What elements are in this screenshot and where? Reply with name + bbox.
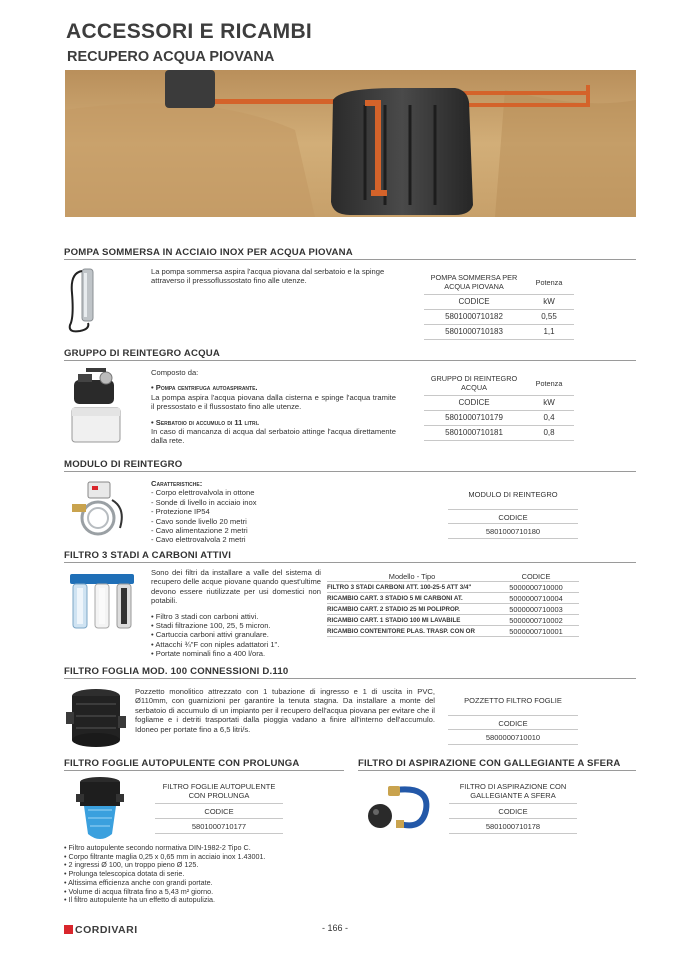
foglia-description: Pozzetto monolitico attrezzato con 1 tubazione di ingresso e 1 di uscita in PVC, Ø110mm, con guarnizioni per garantire la tenuta stagna. Da installare a monte del serbatoio di accumulo di un impianto per il recupero dell'acqua piovana per evitare che il fogliame e i detriti trasportati dalla pioggia vadano a finire all'interno dell'accumulo. Idoneo per portate fino a 6,5 litri/s. [135,687,435,734]
three-stage-filter-image [68,572,136,636]
table-row: 5801000710179 0,4 [424,410,574,425]
section-title-foglia: FILTRO FOGLIA MOD. 100 CONNESSIONI D.110 [64,666,289,677]
section-title-modulo: MODULO DI REINTEGRO [64,459,183,470]
brand-logo: CORDIVARI [64,924,138,936]
list-item: - Cavo alimentazione 2 metri [151,526,248,536]
self-cleaning-filter-image [76,776,124,844]
aspirazione-code-table [449,782,577,834]
list-item: - Cavo elettrovalvola 2 metri [151,535,246,545]
section-divider [358,770,636,771]
features-title: Caratteristiche: [151,479,203,488]
page-title: ACCESSORI E RICAMBI [66,20,313,43]
table-header: Potenza [524,373,574,395]
list-item: - Protezione IP54 [151,507,210,517]
table-row: RICAMBIO CART. 1 STADIO 100 MI LAVABILE 5000000710002 [327,615,579,626]
section-divider [64,562,636,563]
list-item: • Filtro autopulente secondo normativa DIN-1982-2 Tipo C. [64,843,251,852]
list-item: • Stadi filtrazione 100, 25, 5 micron. [151,621,271,631]
section-title-autopulente: FILTRO FOGLIE AUTOPULENTE CON PROLUNGA [64,758,300,769]
modulo-features [151,479,351,545]
page-subtitle: RECUPERO ACQUA PIOVANA [67,49,275,65]
table-header: POZZETTO FILTRO FOGLIE [464,696,562,705]
column-header: kW [524,395,574,410]
float-suction-filter-image [366,780,432,836]
table-header: GRUPPO DI REINTEGRO ACQUA [424,373,524,395]
column-header: CODICE [448,509,578,524]
autopulente-features [64,844,364,905]
autopulente-code-table [155,782,283,834]
table-row: 5801000710178 [449,819,577,834]
table-row: RICAMBIO CART. 3 STADIO 5 MI CARBONI AT. 5000000710004 [327,593,579,604]
list-item: • Cartuccia carboni attivi granulare. [151,630,269,640]
table-row: 5801000710182 0,55 [424,309,574,324]
list-item: • Filtro 3 stadi con carboni attivi. [151,611,259,621]
foglia-code-table [448,696,578,745]
gruppo-spec-table [424,373,574,441]
section-title-gruppo: GRUPPO DI REINTEGRO ACQUA [64,348,221,359]
table-row: 5801000710181 0,8 [424,425,574,440]
section-title-pompa: POMPA SOMMERSA IN ACCIAIO INOX PER ACQUA PIOVANA [64,247,353,258]
list-item: - Corpo elettrovalvola in ottone [151,488,255,498]
list-item: - Sonde di livello in acciaio inox [151,497,257,507]
table-header: FILTRO FOGLIE AUTOPULENTE CON PROLUNGA [155,782,283,804]
column-header: CODICE [521,572,551,581]
list-item: • Attacchi ¾"F con niples adattatori 1". [151,639,280,649]
list-item: • Prolunga telescopica dotata di serie. [64,869,185,879]
column-header: CODICE [155,804,283,819]
feature-title: • Serbatoio di accumulo di 11 litri. [151,417,260,427]
table-row: 5801000710180 [448,524,578,539]
list-item: • Il filtro autopulente ha un effetto di autopulizia. [64,895,216,905]
table-header: POMPA SOMMERSA PER ACQUA PIOVANA [424,272,524,294]
section-title-filtro3: FILTRO 3 STADI A CARBONI ATTIVI [64,550,232,561]
section-divider [64,678,636,679]
table-header-row [327,571,579,582]
table-header: Potenza [524,272,574,294]
table-row: RICAMBIO CART. 2 STADIO 25 MI POLIPROP. 5000000710003 [327,604,579,615]
list-item: • 2 ingressi Ø 100, un troppo pieno Ø 125. [64,860,199,870]
section-divider [64,770,344,771]
list-item: - Cavo sonde livello 20 metri [151,516,247,526]
section-divider [64,471,636,472]
filtro3-description: Sono dei filtri da installare a valle del sistema di recupero delle acque piovane quando quest'ultime devono essere riutilizzate per usi domestici non potabili. • Filtro 3 stadi con carboni attivi. • Stadi filtrazione 100, 25, 5 micron. • Cartuccia carboni attivi granulare. • Attacchi ¾"F con niples adattatori 1". • Portate nominali fino a 400 l/ora. [151,568,321,659]
list-item: • Altissima efficienza anche con grandi portate. [64,877,213,887]
section-title-aspirazione: FILTRO DI ASPIRAZIONE CON GALLEGIANTE A SFERA [358,758,621,769]
column-header: Modello - Tipo [388,572,436,581]
table-row: FILTRO 3 STADI CARBONI ATT. 100-25-5 ATT 3/4" 5000000710000 [327,582,579,593]
reintegro-module-image [68,478,130,540]
column-header: CODICE [424,395,524,410]
list-item: • Volume di acqua filtrata fino a 5,43 m² giorno. [64,886,214,896]
list-item: • Corpo filtrante maglia 0,25 x 0,65 mm in acciaio inox 1.43001. [64,851,266,861]
column-header: kW [524,294,574,309]
table-row: 5801000710177 [155,819,283,834]
leaf-filter-well-image [66,686,126,748]
column-header: CODICE [448,715,578,730]
gruppo-description: Composto da: • Pompa centrifuga autoaspirante. La pompa aspira l'acqua piovana dalla cisterna e spinge l'acqua tramite il pressostato e il flussostato fino alle utenze. • Serbatoio di accumulo di 11 litri. In caso di mancanza di acqua dal serbatoio attinge l'acqua direttamente dalla rete. [151,368,396,446]
table-header: MODULO DI REINTEGRO [468,490,558,499]
submersible-pump-image [68,263,98,335]
table-row: 5800000710010 [448,730,578,745]
section-divider [64,259,636,260]
hero-image-tank-installation [65,70,636,217]
list-item: • Portate nominali fino a 400 l/ora. [151,649,266,659]
table-header: FILTRO DI ASPIRAZIONE CON GALLEGIANTE A SFERA [449,782,577,804]
column-header: CODICE [424,294,524,309]
reintegro-group-image [66,366,126,446]
section-divider [64,360,636,361]
pompa-spec-table [424,272,574,340]
page-number: - 166 - [322,923,349,933]
table-row: 5801000710183 1,1 [424,324,574,339]
column-header: CODICE [449,804,577,819]
table-row: RICAMBIO CONTENITORE PLAS. TRASP. CON OR 5000000710001 [327,626,579,637]
pompa-description: La pompa sommersa aspira l'acqua piovana dal serbatoio e la spinge attraverso il pressoflussostato fino alle utenze. [151,267,385,286]
brand-mark-icon [64,925,73,934]
feature-title: • Pompa centrifuga autoaspirante. [151,383,258,393]
filtro3-model-table [327,571,579,637]
modulo-code-table [448,490,578,539]
